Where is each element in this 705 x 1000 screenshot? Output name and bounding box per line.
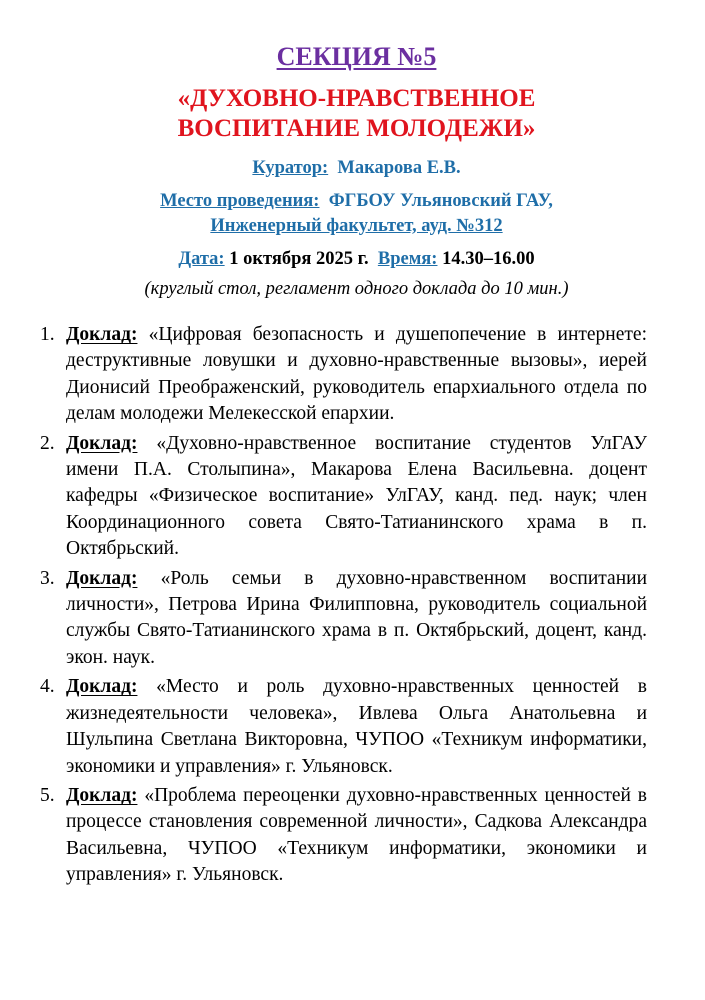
report-text: «Место и роль духовно-нравственных ценностей в жизнедеятельности человека», Ивлева Ольга Анатольевна и Шульпина Светлана Викторовна, ЧУПОО «Техникум информатики, экономики и управления» г. Ульяновск.: [66, 676, 647, 777]
curator-value: Макарова Е.В.: [337, 158, 461, 178]
report-text: «Проблема переоценки духовно-нравственных ценностей в процессе становления современной личности», Садкова Александра Васильевна, ЧУПОО «Техникум информатики, экономики и управления» г. Ульяновск.: [66, 784, 648, 886]
curator-label: Куратор:: [252, 158, 329, 178]
report-number: 4.: [40, 676, 55, 698]
report-text: «Роль семьи в духовно-нравственном воспитании личности», Петрова Ирина Филипповна, руководитель социальной службы Свято-Татианинского храма в п. Октябрьский, доцент, канд. экон. наук.: [66, 567, 647, 668]
section-theme-line1: «ДУХОВНО-НРАВСТВЕННОЕ: [177, 85, 536, 112]
venue-block: [66, 189, 647, 239]
report-number: 3.: [40, 567, 55, 589]
date-value: 1 октября 2025 г.: [229, 249, 369, 269]
report-text: «Цифровая безопасность и душепопечение в интернете: деструктивные ловушки и духовно-нравственные вызовы», иерей Дионисий Преображенский, руководитель епархиального отдела по делам молодежи Мелекесской епархии.: [66, 324, 647, 425]
report-item: [40, 566, 647, 672]
report-keyword: Доклад:: [66, 676, 138, 698]
report-item: [40, 431, 647, 563]
report-keyword: Доклад:: [66, 432, 138, 454]
curator-line: [66, 156, 647, 181]
report-item: [40, 674, 647, 780]
section-title: СЕКЦИЯ №5: [276, 42, 437, 71]
report-number: 5.: [40, 784, 55, 806]
report-number: 2.: [40, 432, 55, 454]
report-text: «Духовно-нравственное воспитание студентов УлГАУ имени П.А. Столыпина», Макарова Елена Васильевна. доцент кафедры «Физическое воспитание» УлГАУ, канд. пед. наук; член Координационного совета Свято-Татианинского храма в п. Октябрьский.: [66, 432, 647, 560]
report-keyword: Доклад:: [66, 324, 138, 345]
report-number: 1.: [40, 324, 55, 345]
venue-label: Место проведения:: [160, 191, 320, 211]
time-label: Время:: [377, 249, 438, 269]
report-item: [40, 322, 647, 428]
format-note: (круглый стол, регламент одного доклада до 10 мин.): [144, 279, 569, 299]
reports-list: [40, 322, 648, 889]
date-time-line: [66, 247, 647, 272]
section-theme-line2: ВОСПИТАНИЕ МОЛОДЕЖИ»: [177, 115, 536, 142]
date-label: Дата:: [178, 249, 225, 269]
report-keyword: Доклад:: [66, 784, 138, 806]
venue-line1: ФГБОУ Ульяновский ГАУ,: [328, 191, 553, 211]
section-theme: [66, 84, 647, 144]
venue-line2: Инженерный факультет, ауд. №312: [210, 216, 503, 236]
time-value: 14.30–16.00: [442, 249, 535, 269]
report-item: [40, 783, 648, 889]
report-keyword: Доклад:: [66, 567, 138, 589]
